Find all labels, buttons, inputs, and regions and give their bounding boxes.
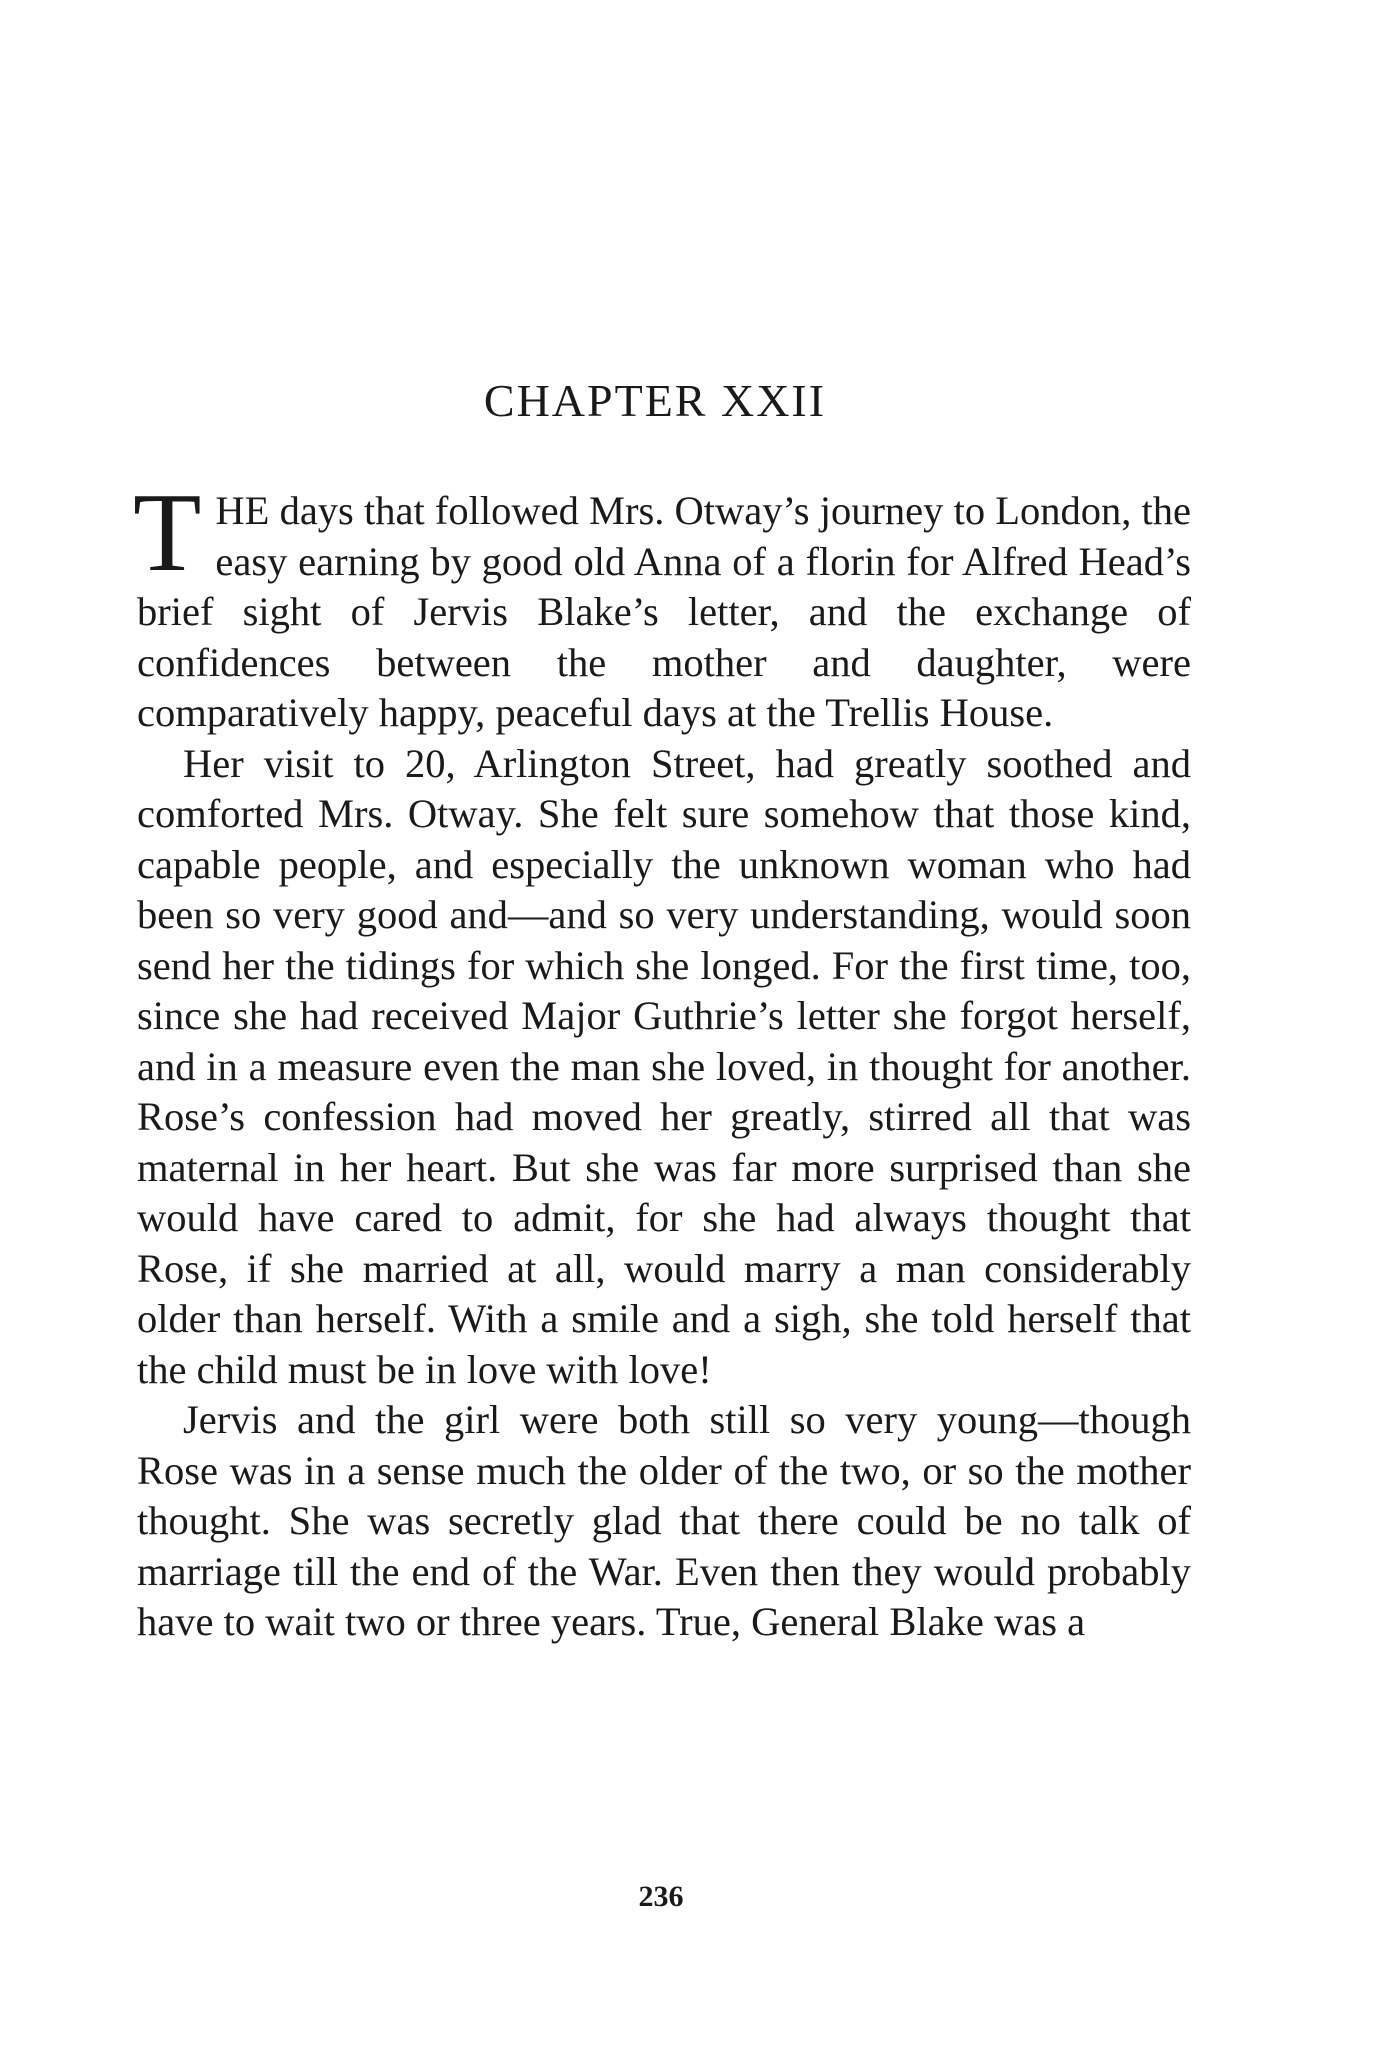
body-text [133, 471, 1191, 1648]
paragraph-1-text: HE days that followed Mrs. Otway’s journey to London, the easy earning by good old Anna of a florin for Alfred Head’s brief sight of Jervis Blake’s letter, and the exchange of confidences between the mother and daughter, were comparatively happy, peaceful days at the Trellis House. [137, 488, 1191, 735]
drop-cap: T [133, 471, 202, 595]
paragraph-2: Her visit to 20, Arlington Street, had greatly soothed and comforted Mrs. Otway. She felt sure somehow that those kind, capable people, and especially the unknown woman who had been so very good and—and so very understanding, would soon send her the tidings for which she longed. For the first time, too, since she had received Major Guthrie’s letter she forgot herself, and in a measure even the man she loved, in thought for another. Rose’s confession had moved her greatly, stirred all that was maternal in her heart. But she was far more surprised than she would have cared to admit, for she had always thought that Rose, if she married at all, would marry a man considerably older than herself. With a smile and a sigh, she told herself that the child must be in love with love! [137, 740, 1191, 1392]
chapter-heading: CHAPTER XXII [483, 375, 827, 426]
paragraph-3: Jervis and the girl were both still so very young—though Rose was in a sense much the older of the two, or so the mother thought. She was secretly glad that there could be no talk of marriage till the end of the War. Even then they would probably have to wait two or three years. True, General Blake was a [137, 1397, 1191, 1644]
paragraph-1 [133, 471, 1191, 739]
page-number: 236 [638, 1880, 684, 1913]
